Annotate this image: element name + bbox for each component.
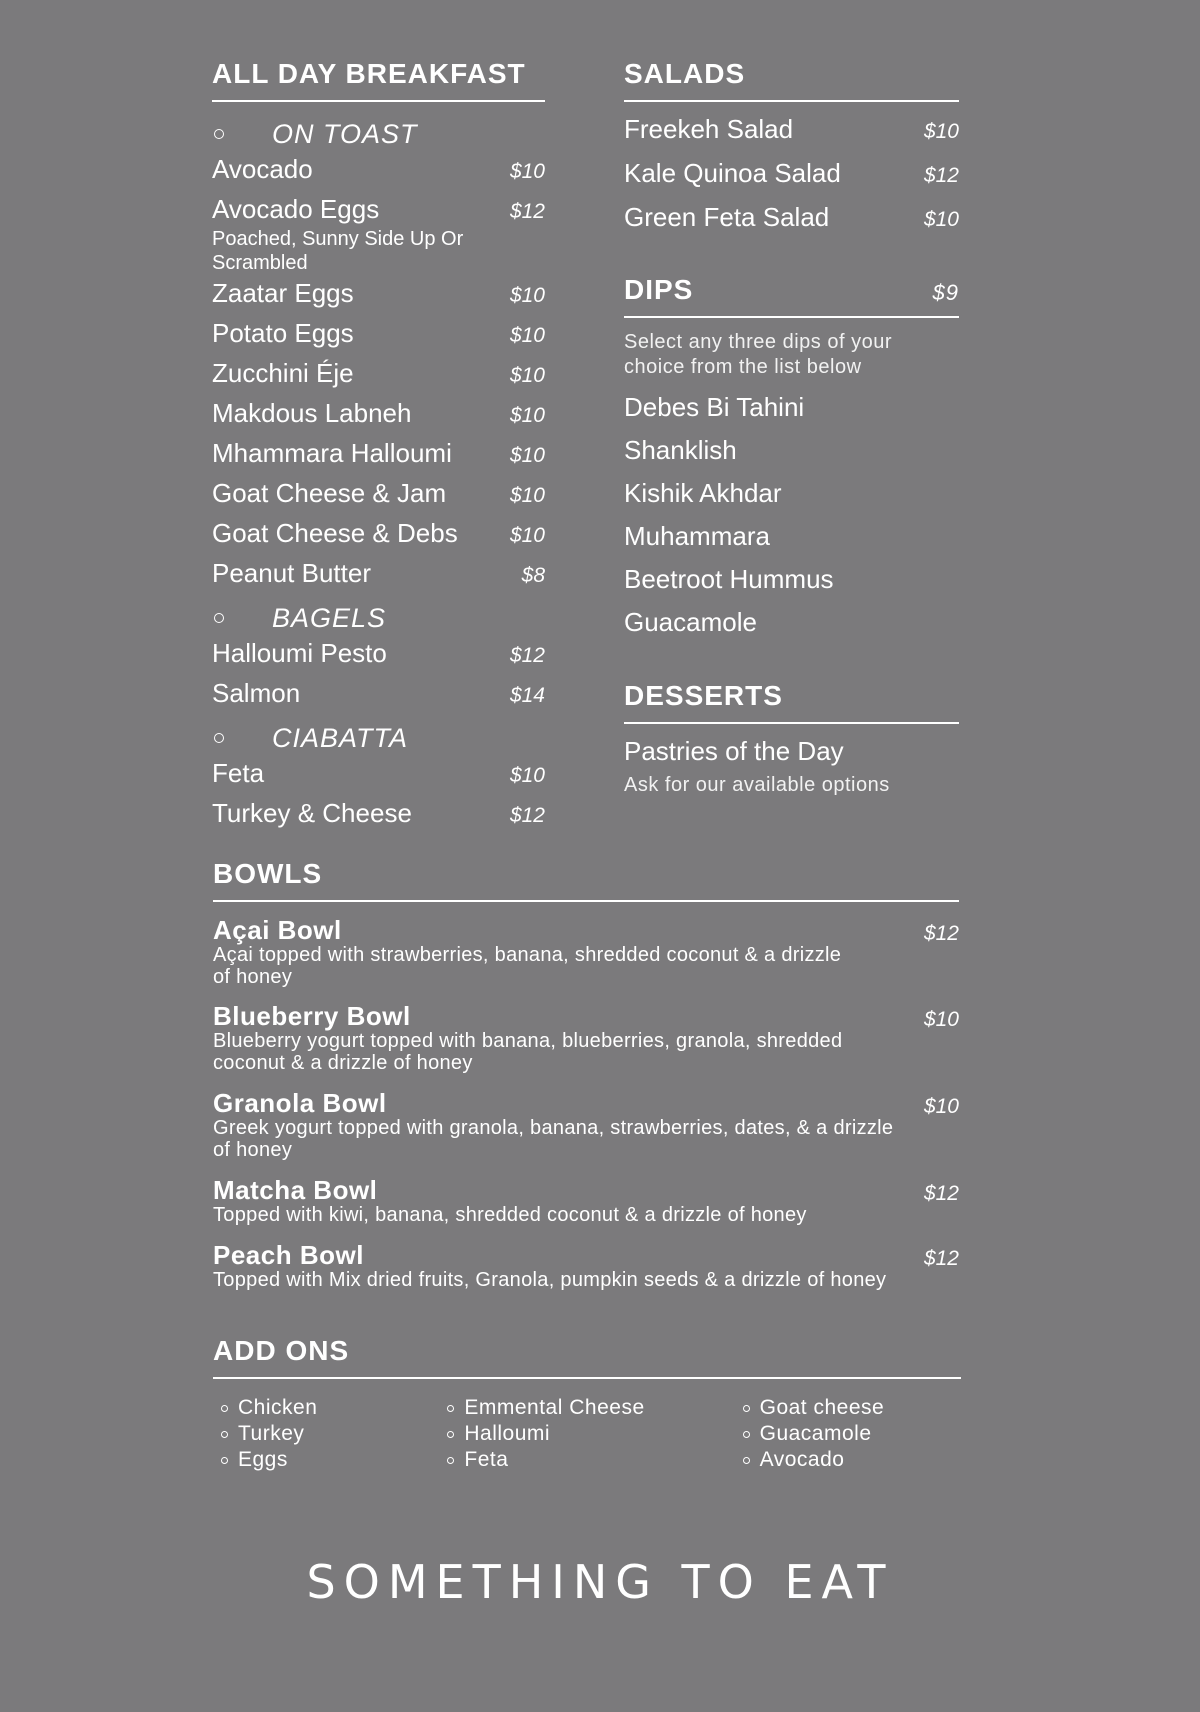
page-title: SOMETHING TO EAT	[306, 1555, 894, 1609]
dip-item: Shanklish	[624, 435, 737, 465]
item-price: $8	[521, 564, 545, 587]
addon-item	[213, 1421, 439, 1447]
section-header	[213, 1335, 961, 1379]
bowls-title: BOWLS	[213, 858, 323, 889]
item-name: Granola Bowl	[213, 1088, 387, 1118]
item-price: $12	[509, 644, 545, 667]
item-name: Peach Bowl	[213, 1240, 364, 1270]
bullet-icon	[447, 1457, 454, 1464]
addon-item	[439, 1395, 734, 1421]
menu-item	[212, 398, 545, 438]
addon-item	[735, 1447, 961, 1473]
dips-price: $9	[932, 280, 959, 305]
breakfast-section	[212, 58, 545, 838]
bullet-icon	[221, 1405, 228, 1412]
item-name: Feta	[212, 758, 265, 788]
subsection-label: ON TOAST	[272, 118, 418, 149]
item-price: $12	[923, 922, 959, 945]
item-price: $10	[923, 1008, 959, 1031]
addon-label: Guacamole	[759, 1422, 872, 1445]
item-price: $10	[509, 364, 545, 387]
section-header	[212, 58, 545, 102]
item-description: Blueberry yogurt topped with banana, blueberries, granola, shredded coconut & a drizzle of honey	[213, 1030, 843, 1074]
addon-item	[439, 1447, 734, 1473]
item-name: Goat Cheese & Debs	[212, 518, 458, 548]
dip-item: Debes Bi Tahini	[624, 392, 805, 422]
addon-item	[735, 1395, 961, 1421]
addons-column	[439, 1395, 734, 1473]
menu-item	[212, 798, 545, 838]
item-name: Salmon	[212, 678, 301, 708]
item-name: Blueberry Bowl	[213, 1001, 411, 1031]
section-header	[624, 680, 959, 724]
addons-column	[735, 1395, 961, 1473]
dip-item: Guacamole	[624, 607, 757, 637]
section-header	[213, 858, 959, 902]
section-header	[624, 274, 959, 318]
subsection-on-toast	[212, 114, 545, 154]
menu-item	[624, 202, 959, 246]
item-price: $10	[509, 324, 545, 347]
section-header	[624, 58, 959, 102]
circle-bullet-icon	[214, 613, 224, 623]
addon-label: Feta	[464, 1448, 509, 1471]
dips-title: DIPS	[624, 274, 694, 305]
item-name: Matcha Bowl	[213, 1175, 378, 1205]
menu-item	[212, 318, 545, 358]
dip-item: Kishik Akhdar	[624, 478, 782, 508]
item-name: Green Feta Salad	[624, 202, 830, 232]
item-name: Potato Eggs	[212, 318, 354, 348]
bowls-section	[213, 858, 959, 1321]
bullet-icon	[447, 1405, 454, 1412]
addon-label: Chicken	[238, 1396, 318, 1419]
bowl-item	[213, 916, 959, 1002]
desserts-title: DESSERTS	[624, 680, 783, 711]
right-column	[624, 58, 959, 798]
addon-label: Turkey	[238, 1422, 305, 1445]
circle-bullet-icon	[214, 129, 224, 139]
dip-item: Muhammara	[624, 521, 770, 551]
menu-item	[212, 478, 545, 518]
dessert-note: Ask for our available options	[624, 774, 890, 796]
item-price: $10	[509, 404, 545, 427]
item-price: $10	[923, 120, 959, 143]
menu-item	[212, 518, 545, 558]
item-name: Zaatar Eggs	[212, 278, 354, 308]
bowl-item	[213, 1089, 959, 1176]
menu-item	[212, 194, 545, 278]
item-name: Halloumi Pesto	[212, 638, 387, 668]
item-name: Makdous Labneh	[212, 398, 412, 428]
menu-item	[212, 154, 545, 194]
salads-title: SALADS	[624, 58, 746, 89]
addon-item	[735, 1421, 961, 1447]
item-price: $14	[509, 684, 545, 707]
bowl-item	[213, 1002, 959, 1089]
item-description: Topped with kiwi, banana, shredded coconut & a drizzle of honey	[213, 1204, 807, 1226]
item-price: $12	[923, 1182, 959, 1205]
item-price: $10	[509, 524, 545, 547]
item-name: Freekeh Salad	[624, 114, 794, 144]
bullet-icon	[221, 1457, 228, 1464]
dips-note: Select any three dips of your choice from the list below	[624, 331, 892, 378]
item-price: $10	[923, 208, 959, 231]
item-price: $12	[923, 1247, 959, 1270]
bowl-item	[213, 1176, 959, 1241]
item-price: $10	[923, 1095, 959, 1118]
item-name: Mhammara Halloumi	[212, 438, 452, 468]
item-description: Açai topped with strawberries, banana, shredded coconut & a drizzle of honey	[213, 944, 842, 988]
item-price: $12	[509, 804, 545, 827]
circle-bullet-icon	[214, 733, 224, 743]
item-price: $10	[509, 444, 545, 467]
menu-item	[624, 158, 959, 202]
menu-item	[212, 278, 545, 318]
item-name: Turkey & Cheese	[212, 798, 412, 828]
dip-item: Beetroot Hummus	[624, 564, 834, 594]
item-price: $10	[509, 160, 545, 183]
item-name: Zucchini Éje	[212, 358, 354, 388]
item-price: $12	[923, 164, 959, 187]
breakfast-title: ALL DAY BREAKFAST	[212, 58, 526, 89]
menu-item	[212, 758, 545, 798]
addon-label: Emmental Cheese	[464, 1396, 645, 1419]
menu-item	[212, 438, 545, 478]
menu-item	[212, 358, 545, 398]
item-name: Avocado Eggs	[212, 194, 380, 224]
addons-section	[213, 1335, 961, 1473]
item-description: Topped with Mix dried fruits, Granola, pumpkin seeds & a drizzle of honey	[213, 1269, 887, 1291]
menu-item	[212, 638, 545, 678]
item-name: Goat Cheese & Jam	[212, 478, 447, 508]
bullet-icon	[447, 1431, 454, 1438]
addon-label: Eggs	[238, 1448, 288, 1471]
addons-title: ADD ONS	[213, 1335, 350, 1366]
subsection-ciabatta	[212, 718, 545, 758]
item-price: $10	[509, 764, 545, 787]
item-description: Poached, Sunny Side Up Or Scrambled	[212, 228, 464, 274]
item-name: Açai Bowl	[213, 915, 342, 945]
bullet-icon	[743, 1431, 750, 1438]
item-description: Greek yogurt topped with granola, banana, strawberries, dates, & a drizzle of honey	[213, 1117, 894, 1161]
addons-list	[213, 1395, 961, 1473]
subsection-label: BAGELS	[272, 602, 387, 633]
addons-column	[213, 1395, 439, 1473]
dessert-item: Pastries of the Day	[624, 736, 844, 766]
bullet-icon	[221, 1431, 228, 1438]
item-price: $10	[509, 284, 545, 307]
addon-item	[213, 1395, 439, 1421]
addon-item	[213, 1447, 439, 1473]
item-name: Avocado	[212, 154, 313, 184]
subsection-bagels	[212, 598, 545, 638]
item-name: Kale Quinoa Salad	[624, 158, 841, 188]
addon-item	[439, 1421, 734, 1447]
bullet-icon	[743, 1405, 750, 1412]
menu-item	[212, 558, 545, 598]
bullet-icon	[743, 1457, 750, 1464]
addon-label: Avocado	[759, 1448, 845, 1471]
menu-item	[212, 678, 545, 718]
menu-item	[624, 114, 959, 158]
item-price: $12	[509, 200, 545, 223]
item-price: $10	[509, 484, 545, 507]
subsection-label: CIABATTA	[272, 722, 409, 753]
addon-label: Halloumi	[464, 1422, 551, 1445]
addon-label: Goat cheese	[759, 1396, 885, 1419]
item-name: Peanut Butter	[212, 558, 371, 588]
bowl-item	[213, 1241, 959, 1321]
